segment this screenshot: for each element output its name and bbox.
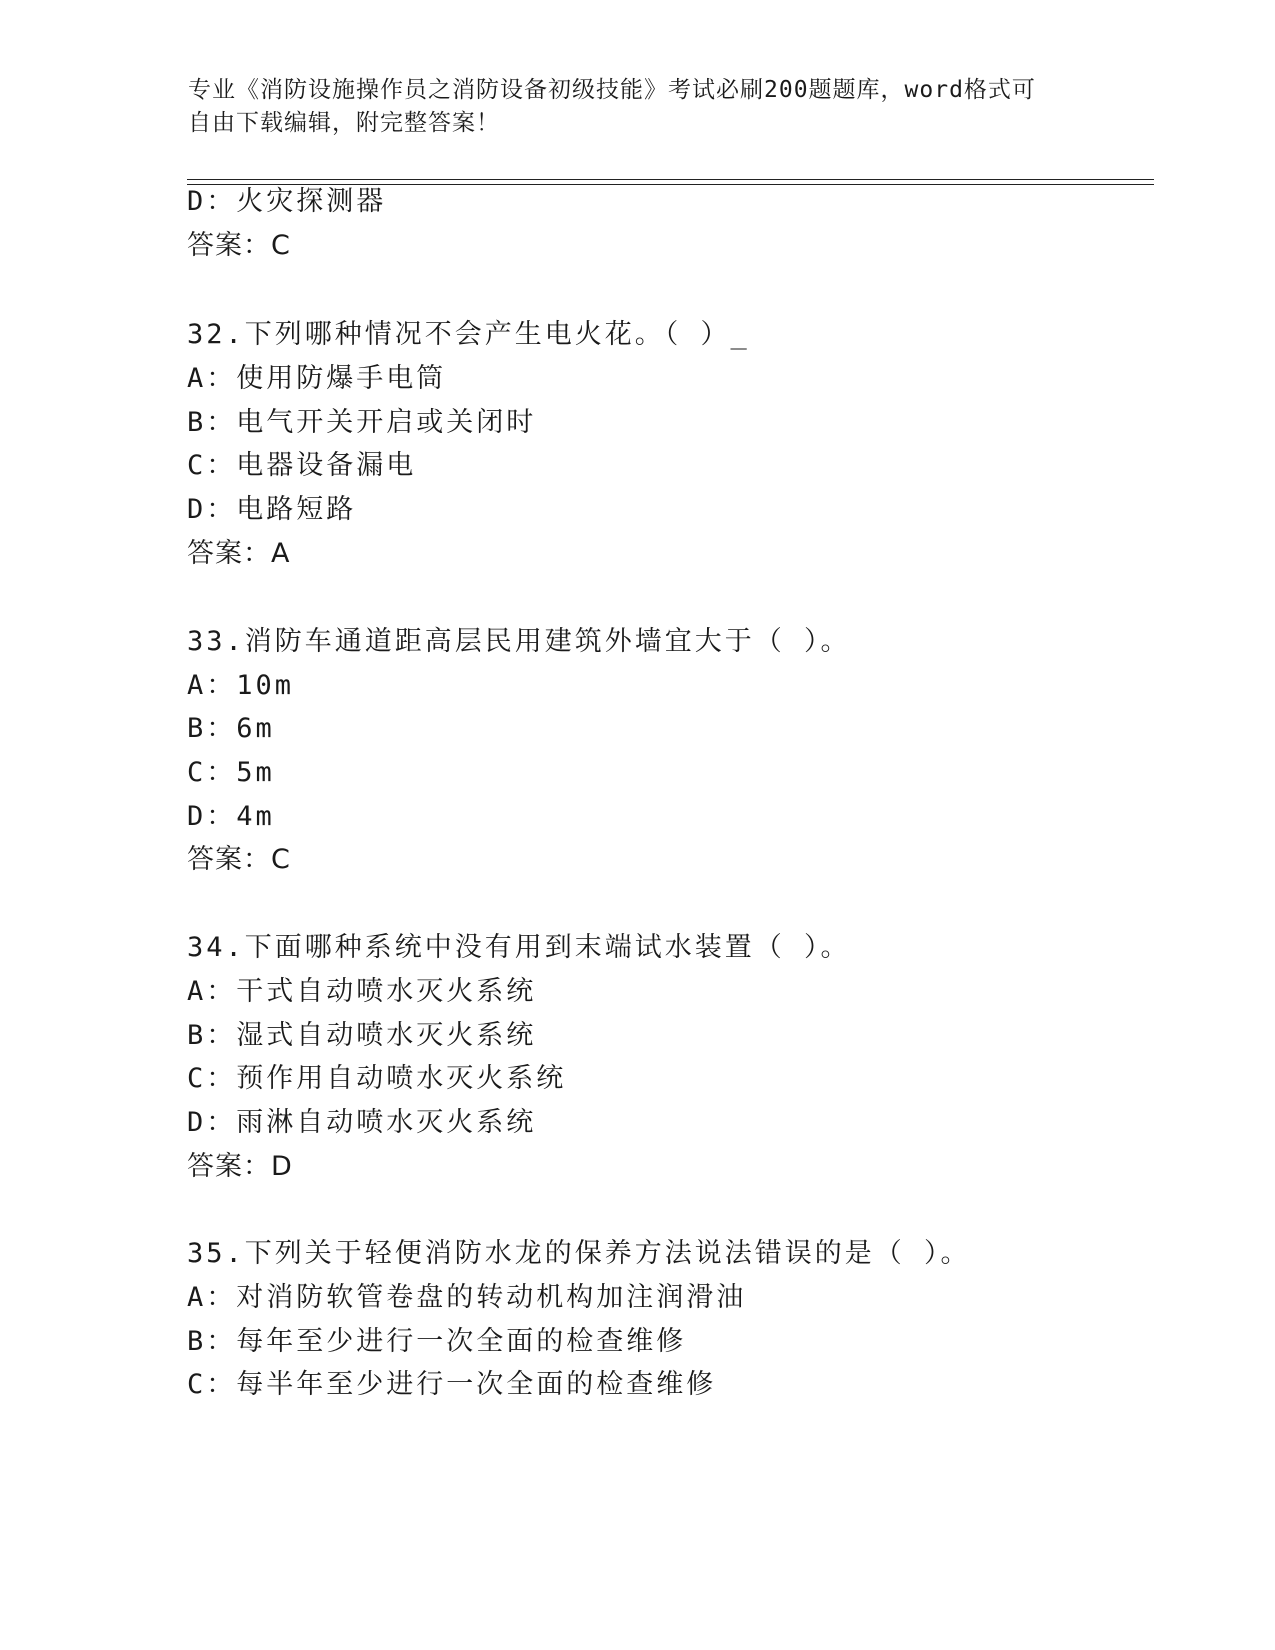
q31-answer: 答案：C: [187, 230, 291, 261]
q34-stem: 34.下面哪种系统中没有用到末端试水装置（ ）。: [187, 932, 851, 963]
q34-option-c: C：预作用自动喷水灭火系统: [187, 1063, 567, 1094]
q33-option-a: A：10m: [187, 670, 295, 701]
q33-option-b: B：6m: [187, 713, 275, 744]
q32-option-a: A：使用防爆手电筒: [187, 363, 447, 394]
q32-option-c: C：电器设备漏电: [187, 450, 417, 481]
q32-answer: 答案：A: [187, 538, 291, 569]
q33-stem: 33.消防车通道距高层民用建筑外墙宜大于（ ）。: [187, 626, 851, 657]
header-line-1: 专业《消防设施操作员之消防设备初级技能》考试必刷200题题库，word格式可: [188, 77, 1036, 103]
q35-stem: 35.下列关于轻便消防水龙的保养方法说法错误的是（ ）。: [187, 1238, 971, 1269]
document-header: [188, 74, 1088, 140]
q33-option-c: C：5m: [187, 757, 275, 788]
q32-stem: 32.下列哪种情况不会产生电火花。（ ）_: [187, 319, 750, 350]
q32-option-b: B：电气开关开启或关闭时: [187, 407, 537, 438]
q34-option-b: B：湿式自动喷水灭火系统: [187, 1020, 537, 1051]
header-line-2: 自由下载编辑，附完整答案！: [188, 110, 500, 136]
q34-answer: 答案：D: [187, 1151, 293, 1182]
q33-option-d: D：4m: [187, 801, 275, 832]
q34-option-d: D：雨淋自动喷水灭火系统: [187, 1107, 537, 1138]
q35-option-a: A：对消防软管卷盘的转动机构加注润滑油: [187, 1282, 747, 1313]
q34-option-a: A：干式自动喷水灭火系统: [187, 976, 537, 1007]
q33-answer: 答案：C: [187, 844, 291, 875]
q35-option-c: C：每半年至少进行一次全面的检查维修: [187, 1369, 717, 1400]
q32-option-d: D：电路短路: [187, 494, 357, 525]
q31-option-d: D：火灾探测器: [187, 186, 387, 217]
q35-option-b: B：每年至少进行一次全面的检查维修: [187, 1326, 687, 1357]
header-rule-top: [187, 179, 1154, 180]
